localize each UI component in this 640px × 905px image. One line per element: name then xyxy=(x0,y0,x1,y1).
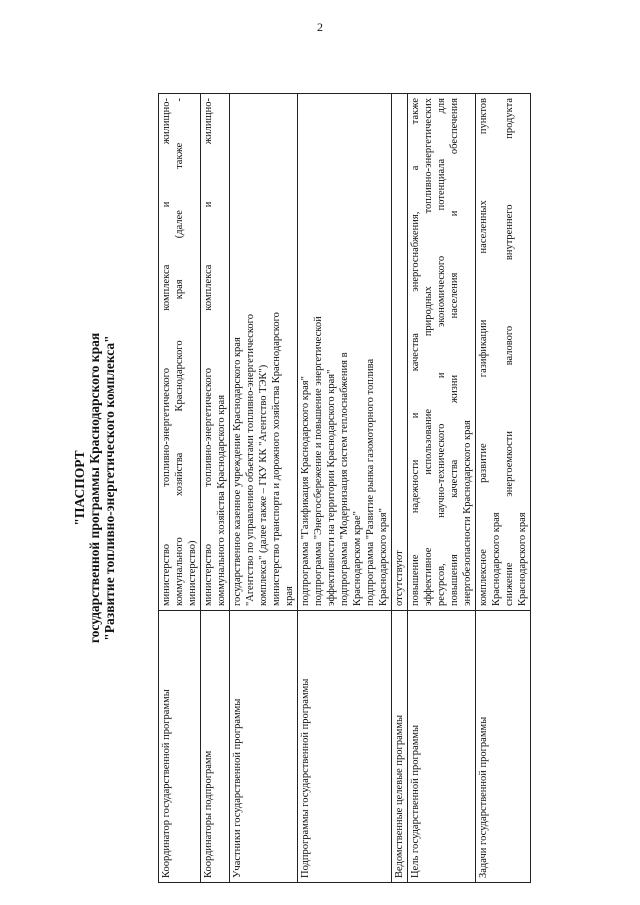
table-row xyxy=(298,94,392,883)
row-content xyxy=(476,94,531,611)
row-content xyxy=(201,94,230,611)
document-title xyxy=(72,93,117,883)
content-line: министерство топливно-энергетического комплекса и жилищно- xyxy=(161,98,172,606)
content-line: государственное казенное учреждение Краснодарского края xyxy=(232,337,243,606)
row-label: Подпрограммы государственной программы xyxy=(298,611,392,883)
content-line: коммунального хозяйства Краснодарского края xyxy=(216,394,227,606)
row-content xyxy=(230,94,298,611)
row-label: Участники государственной программы xyxy=(230,611,298,883)
content-line: Краснодарского края xyxy=(491,512,502,606)
table-row xyxy=(230,94,298,883)
content-line: министерство) xyxy=(187,540,198,606)
table-row xyxy=(408,94,476,883)
content-line: снижение энергоемкости валового внутреннего продукта xyxy=(504,98,515,606)
rotated-page-content xyxy=(70,93,590,883)
content-line: эффективности на территории Краснодарского края" xyxy=(326,369,337,606)
content-line: ресурсов, научно-технического и экономического потенциала для xyxy=(436,98,447,606)
content-line: повышения качества жизни населения и обеспечения xyxy=(449,98,460,606)
content-line: "Агентство по управлению объектами топливно-энергетического xyxy=(245,314,256,606)
content-line: энергобезопасности Краснодарского края xyxy=(462,420,473,606)
passport-table xyxy=(158,93,531,883)
content-line: подпрограмма "Газификация Краснодарского края" xyxy=(300,376,311,606)
row-content xyxy=(159,94,201,611)
content-line: подпрограмма "Модернизация систем теплоснабжения в xyxy=(339,352,350,606)
title-line-2: государственной программы Краснодарского края xyxy=(87,332,102,644)
table-row xyxy=(159,94,201,883)
row-content xyxy=(298,94,392,611)
row-label: Координатор государственной программы xyxy=(159,611,201,883)
content-line: края xyxy=(284,586,295,606)
row-label: Задачи государственной программы xyxy=(476,611,531,883)
content-line: комплекса" (далее также – ГКУ КК "Агентство ТЭК") xyxy=(258,364,269,606)
content-line: комплексное развитие газификации населенных пунктов xyxy=(478,98,489,606)
row-label: Ведомственные целевые программы xyxy=(392,611,408,883)
content-line: Краснодарского края xyxy=(517,512,528,606)
content-line: Краснодарском крае" xyxy=(352,511,363,606)
content-line: повышение надежности и качества энергоснабжения, а также xyxy=(410,98,421,606)
content-line: отсутствуют xyxy=(394,550,405,606)
row-content xyxy=(408,94,476,611)
content-line: подпрограмма "Развитие рынка газомоторного топлива xyxy=(365,358,376,606)
title-line-1: "ПАСПОРТ xyxy=(72,450,87,526)
row-label: Цель государственной программы xyxy=(408,611,476,883)
content-line: министерство топливно-энергетического комплекса и жилищно- xyxy=(203,98,214,606)
content-line: Краснодарского края" xyxy=(378,508,389,606)
content-line: эффективное использование природных топливно-энергетических xyxy=(423,98,434,606)
table-row xyxy=(392,94,408,883)
page-number: 2 xyxy=(317,20,323,34)
table-row xyxy=(201,94,230,883)
row-content xyxy=(392,94,408,611)
content-line: подпрограмма "Энергосбережение и повышение энергетической xyxy=(313,316,324,606)
content-line: министерство транспорта и дорожного хозяйства Краснодарского xyxy=(271,312,282,606)
title-line-3: "Развитие топливно-энергетического комплекса" xyxy=(102,335,117,641)
content-line: коммунального хозяйства Краснодарского края (далее также - xyxy=(174,98,185,606)
table-row xyxy=(476,94,531,883)
row-label: Координаторы подпрограмм xyxy=(201,611,230,883)
